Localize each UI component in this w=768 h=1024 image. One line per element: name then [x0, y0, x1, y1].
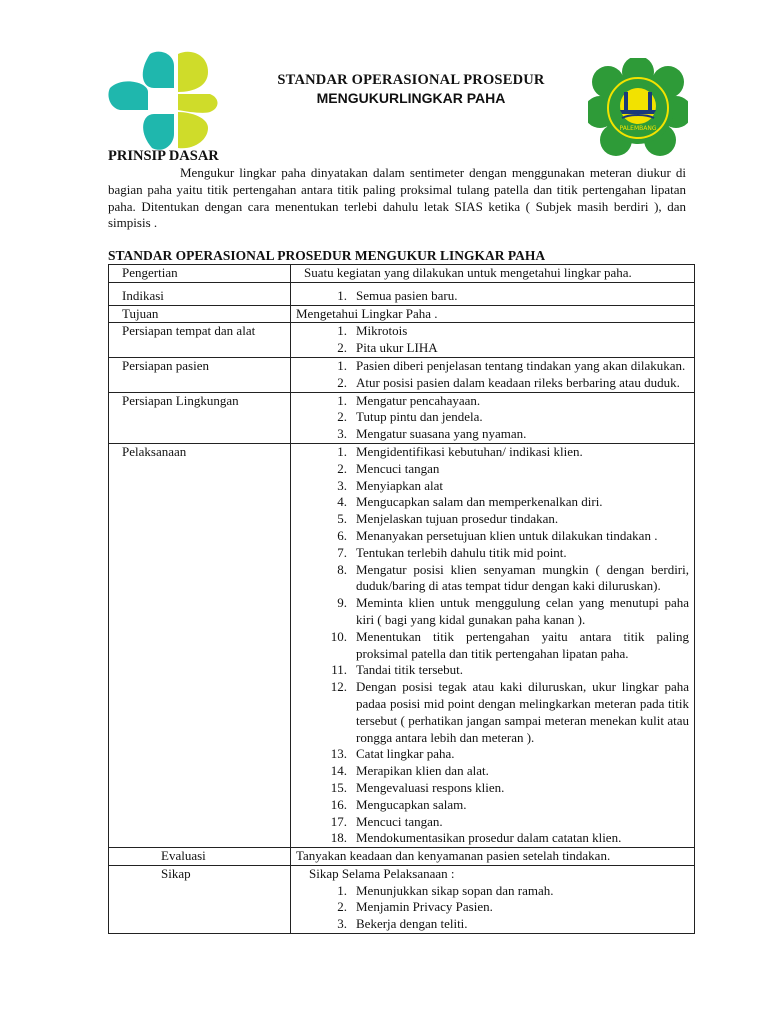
list-item-text: Mikrotois — [356, 323, 408, 339]
row-pelaksanaan — [109, 443, 695, 847]
list-item-text: Tandai titik tersebut. — [356, 662, 464, 678]
list-item-text: Tentukan terlebih dahulu titik mid point. — [356, 544, 567, 560]
list-item — [304, 409, 689, 426]
list-persiapan-pasien — [304, 358, 689, 392]
list-item-text: Mencuci tangan — [356, 460, 440, 476]
list-item-number: 1. — [337, 443, 347, 459]
list-item-number: 18. — [330, 830, 347, 846]
label-persiapan-alat: Persiapan tempat dan alat — [109, 323, 291, 358]
list-item — [304, 780, 689, 797]
list-item — [304, 746, 689, 763]
row-persiapan-pasien — [109, 357, 695, 392]
list-item-text: Menjelaskan tujuan prosedur tindakan. — [356, 511, 559, 527]
list-item-number: 1. — [337, 882, 347, 898]
list-item-text: Bekerja dengan teliti. — [356, 916, 468, 932]
list-item — [304, 494, 689, 511]
list-item — [304, 662, 689, 679]
list-item-number: 17. — [330, 813, 347, 829]
list-item-text: Mengatur pencahayaan. — [356, 392, 481, 408]
list-item — [304, 595, 689, 629]
list-item — [304, 830, 689, 847]
list-item-text: Semua pasien baru. — [356, 287, 458, 303]
list-item-text: Menunjukkan sikap sopan dan ramah. — [356, 882, 554, 898]
list-item-number: 1. — [337, 323, 347, 339]
row-indikasi — [109, 282, 695, 305]
list-item-number: 14. — [330, 763, 347, 779]
list-item-number: 9. — [337, 595, 347, 611]
list-item-number: 8. — [337, 561, 347, 577]
label-tujuan: Tujuan — [109, 305, 291, 323]
list-persiapan-alat — [304, 323, 689, 357]
list-item — [304, 899, 689, 916]
list-item-number: 1. — [337, 357, 347, 373]
list-item-number: 6. — [337, 527, 347, 543]
list-item — [304, 528, 689, 545]
list-item-text: Mengidentifikasi kebutuhan/ indikasi klien. — [356, 443, 583, 459]
list-item-number: 15. — [330, 779, 347, 795]
list-item-number: 3. — [337, 426, 347, 442]
list-persiapan-lingkungan — [304, 393, 689, 443]
list-sikap — [304, 883, 689, 933]
label-persiapan-lingkungan: Persiapan Lingkungan — [109, 392, 291, 443]
list-item-text: Menentukan titik pertengahan yaitu antara titik paling proksimal patella dan titik pertengahan lipatan paha. — [356, 628, 689, 661]
list-item-number: 4. — [337, 494, 347, 510]
text-sikap-intro: Sikap Selama Pelaksanaan : — [309, 865, 455, 881]
list-item — [304, 814, 689, 831]
list-item-text: Catat lingkar paha. — [356, 746, 455, 762]
row-evaluasi — [109, 848, 695, 866]
label-evaluasi: Evaluasi — [109, 848, 291, 866]
list-item — [304, 288, 689, 305]
list-item-number: 2. — [337, 899, 347, 915]
list-item — [304, 444, 689, 461]
list-item-number: 2. — [337, 409, 347, 425]
list-item — [304, 323, 689, 340]
list-item-text: Pasien diberi penjelasan tentang tindakan yang akan dilakukan. — [356, 357, 686, 373]
institution-seal-logo — [588, 58, 688, 158]
list-item — [304, 883, 689, 900]
list-item-text: Menjamin Privacy Pasien. — [356, 899, 493, 915]
list-item — [304, 393, 689, 410]
list-item — [304, 763, 689, 780]
list-item — [304, 916, 689, 933]
list-item-number: 10. — [330, 628, 347, 644]
list-item — [304, 358, 689, 375]
list-item-text: Mengatur suasana yang nyaman. — [356, 426, 527, 442]
sop-table — [108, 264, 695, 934]
row-pengertian — [109, 265, 695, 283]
list-item-text: Menanyakan persetujuan klien untuk dilakukan tindakan . — [356, 527, 658, 543]
list-item-text: Mengatur posisi klien senyaman mungkin ( dengan berdiri, duduk/baring di atas tempat tidur dengan kaki diluruskan). — [356, 561, 689, 594]
list-item — [304, 426, 689, 443]
row-persiapan-lingkungan — [109, 392, 695, 443]
list-item-text: Mendokumentasikan prosedur dalam catatan klien. — [356, 830, 622, 846]
list-item-number: 2. — [337, 340, 347, 356]
text-evaluasi: Tanyakan keadaan dan kenyamanan pasien setelah tindakan. — [291, 848, 695, 866]
list-item-text: Atur posisi pasien dalam keadaan rileks berbaring atau duduk. — [356, 374, 680, 390]
row-sikap — [109, 865, 695, 933]
list-item — [304, 461, 689, 478]
text-pengertian: Suatu kegiatan yang dilakukan untuk mengetahui lingkar paha. — [291, 265, 695, 283]
list-item-number: 7. — [337, 544, 347, 560]
list-item — [304, 797, 689, 814]
list-item-number: 5. — [337, 511, 347, 527]
list-item-text: Pita ukur LIHA — [356, 340, 438, 356]
list-item-text: Mengucapkan salam. — [356, 796, 467, 812]
label-indikasi: Indikasi — [109, 282, 291, 305]
list-item — [304, 375, 689, 392]
list-item — [304, 511, 689, 528]
list-item — [304, 562, 689, 596]
list-item-number: 12. — [330, 679, 347, 695]
label-pelaksanaan: Pelaksanaan — [109, 443, 291, 847]
list-item — [304, 679, 689, 746]
label-sikap: Sikap — [109, 865, 291, 933]
list-item — [304, 629, 689, 663]
list-item — [304, 340, 689, 357]
list-item — [304, 478, 689, 495]
list-item-number: 1. — [337, 392, 347, 408]
list-pelaksanaan — [304, 444, 689, 847]
list-item-number: 1. — [337, 287, 347, 303]
list-item-number: 13. — [330, 746, 347, 762]
list-item-text: Tutup pintu dan jendela. — [356, 409, 483, 425]
table-heading: STANDAR OPERASIONAL PROSEDUR MENGUKUR LINGKAR PAHA — [108, 248, 546, 263]
list-item-text: Dengan posisi tegak atau kaki diluruskan, ukur lingkar paha padaa posisi mid point dengan melingkarkan meteran pada titik tersebut ( perhatikan jangan sampai meteran menekan kulit atau rongga antara lebih dan meteran ). — [356, 679, 689, 745]
document-subtitle: MENGUKURLINGKAR PAHA — [316, 90, 506, 106]
list-item-text: Mencuci tangan. — [356, 813, 443, 829]
list-item-number: 16. — [330, 796, 347, 812]
list-item-text: Mengucapkan salam dan memperkenalkan diri. — [356, 494, 603, 510]
label-persiapan-pasien: Persiapan pasien — [109, 357, 291, 392]
list-item-text: Menyiapkan alat — [356, 477, 443, 493]
list-indikasi — [304, 288, 689, 305]
list-item-number: 3. — [337, 916, 347, 932]
document-title: STANDAR OPERASIONAL PROSEDUR — [277, 72, 545, 88]
list-item-number: 11. — [331, 662, 347, 678]
list-item — [304, 545, 689, 562]
prinsip-paragraph: Mengukur lingkar paha dinyatakan dalam sentimeter dengan menggunakan meteran diukur di bagian paha yaitu titik pertengahan antara titik paling proksimal tulang patella dan titik pertengahan lipatan paha. Ditentukan dengan cara menentukan terlebi dahulu letak SIAS ketika ( Subjek masih berdiri ), dan simpisis . — [108, 165, 686, 231]
list-item-text: Merapikan klien dan alat. — [356, 763, 489, 779]
list-item-text: Mengevaluasi respons klien. — [356, 779, 505, 795]
list-item-text: Meminta klien untuk menggulung celan yang menutupi paha kiri ( bagi yang kidal gunakan paha kanan ). — [356, 595, 689, 627]
list-item-number: 3. — [337, 477, 347, 493]
row-tujuan — [109, 305, 695, 323]
seal-text: PALEMBANG — [619, 125, 657, 132]
list-item-number: 2. — [337, 460, 347, 476]
list-item-number: 2. — [337, 374, 347, 390]
label-pengertian: Pengertian — [109, 265, 291, 283]
prinsip-heading: PRINSIP DASAR — [108, 148, 219, 164]
row-persiapan-alat — [109, 323, 695, 358]
text-tujuan: Mengetahui Lingkar Paha . — [291, 305, 695, 323]
